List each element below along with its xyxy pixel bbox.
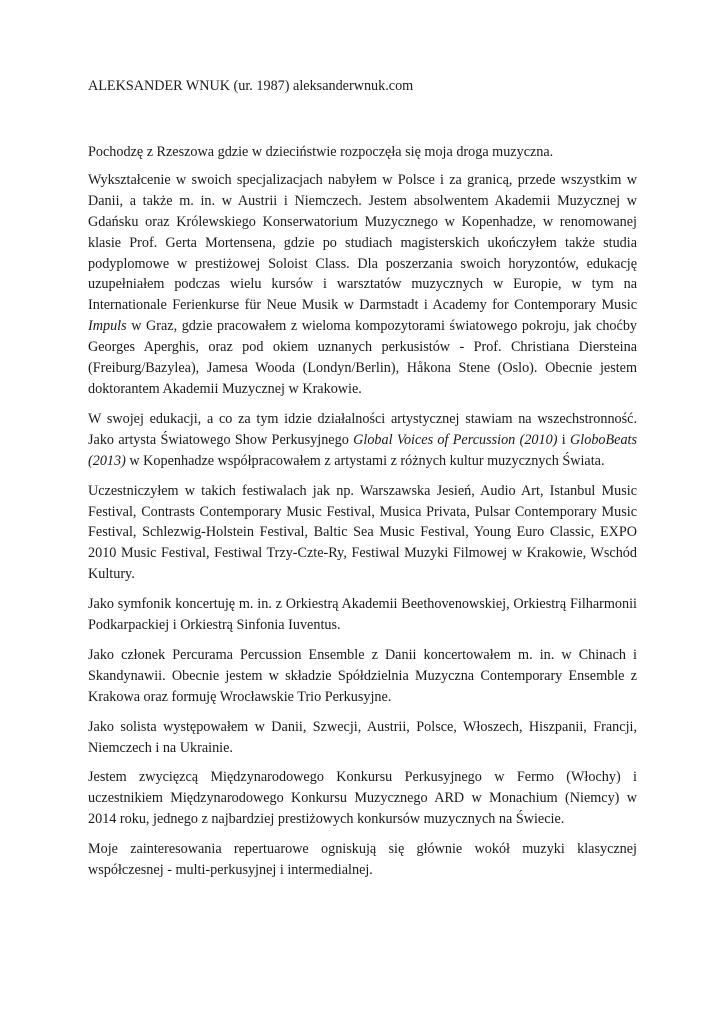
paragraph-symphonic: Jako symfonik koncertuję m. in. z Orkiestrą Akademii Beethovenowskiej, Orkiestrą Filharmonii Podkarpackiej i Orkiestrą Sinfonia Iuventus. (88, 596, 637, 634)
education-text-a: Wykształcenie w swoich specjalizacjach nabyłem w Polsce i za granicą, przede wszystkim w Danii, a także m. in. w Austrii i Niemczech. Jestem absolwentem Akademii Muzycznej w Gdańsku oraz Królewskiego Konserwatorium Muzycznego w Kopenhadze, w renomowanej klasie Prof. Gerta Mortensena, gdzie po studiach magisterskich ukończyłem także studia podyplomowe w prestiżowej Soloist Class. Dla poszerzania swoich horyzontów, edukację uzupełniałem podczas wielu kursów i warsztatów muzycznych w Europie, w tym na Internationale Ferienkurse für Neue Musik w Darmstadt i Academy for Contemporary Music (88, 171, 637, 314)
paragraph-festivals: Uczestniczyłem w takich festiwalach jak np. Warszawska Jesień, Audio Art, Istanbul Music Festival, Contrasts Contemporary Music Festival, Musica Privata, Pulsar Contemporary Music Festival, Schlezwig-Holstein Festival, Baltic Sea Music Festival, Young Euro Classic, EXPO 2010 Music Festival, Festiwal Trzy-Czte-Ry, Festiwal Muzyki Filmowej w Krakowie, Wschód Kultury. (88, 482, 637, 583)
paragraph-education (88, 170, 637, 400)
author-name: ALEKSANDER WNUK (88, 78, 230, 94)
versatility-conj: i (561, 431, 566, 448)
impuls-title: Impuls (88, 318, 127, 335)
document-page (88, 76, 637, 890)
paragraph-origin: Pochodzę z Rzeszowa gdzie w dzieciństwie rozpoczęła się moja droga muzyczna. (88, 144, 554, 160)
document-header (88, 76, 637, 96)
versatility-text-c: w Kopenhadze współpracowałem z artystami z różnych kultur muzycznych Świata. (129, 452, 605, 469)
paragraph-versatility (88, 409, 637, 472)
globobeats-title: GloboBeats (2013) (88, 431, 638, 469)
education-text-b: w Graz, gdzie pracowałem z wieloma kompozytorami światowego pokroju, jak choćby Georges Aperghis, oraz pod okiem uznanych perkusistów - Prof. Christiana Diersteina (Freiburg/Bazylea), Jamesa Wooda (Londyn/Berlin), Håkona Stene (Oslo). Obecnie jestem doktorantem Akademii Muzycznej w Krakowie. (88, 318, 638, 397)
paragraph-interests: Moje zainteresowania repertuarowe ogniskują się głównie wokół muzyki klasycznej współczesnej - multi-perkusyjnej i intermedialnej. (88, 841, 637, 879)
versatility-text-a: W swojej edukacji, a co za tym idzie działalności artystycznej stawiam na wszechstronność. Jako artysta Światowego Show Perkusyjnego (88, 410, 637, 448)
website-link[interactable]: aleksanderwnuk.com (293, 78, 414, 94)
birth-year: (ur. 1987) (233, 78, 290, 94)
paragraph-ensembles: Jako członek Percurama Percussion Ensemble z Danii koncertowałem m. in. w Chinach i Skandynawii. Obecnie jestem w składzie Spółdzielnia Muzyczna Contemporary Ensemble z Krakowa oraz formuję Wrocławskie Trio Perkusyjne. (88, 646, 637, 705)
paragraph-soloist: Jako solista występowałem w Danii, Szwecji, Austrii, Polsce, Włoszech, Hiszpanii, Francji, Niemczech i na Ukrainie. (88, 718, 637, 756)
paragraph-competitions: Jestem zwycięzcą Międzynarodowego Konkursu Perkusyjnego w Fermo (Włochy) i uczestnikiem Międzynarodowego Konkursu Muzycznego ARD w Monachium (Niemcy) w 2014 roku, jednego z najbardziej prestiżowych konkursów muzycznych na Świecie. (88, 769, 637, 828)
global-voices-title: Global Voices of Percussion (2010) (353, 431, 558, 448)
